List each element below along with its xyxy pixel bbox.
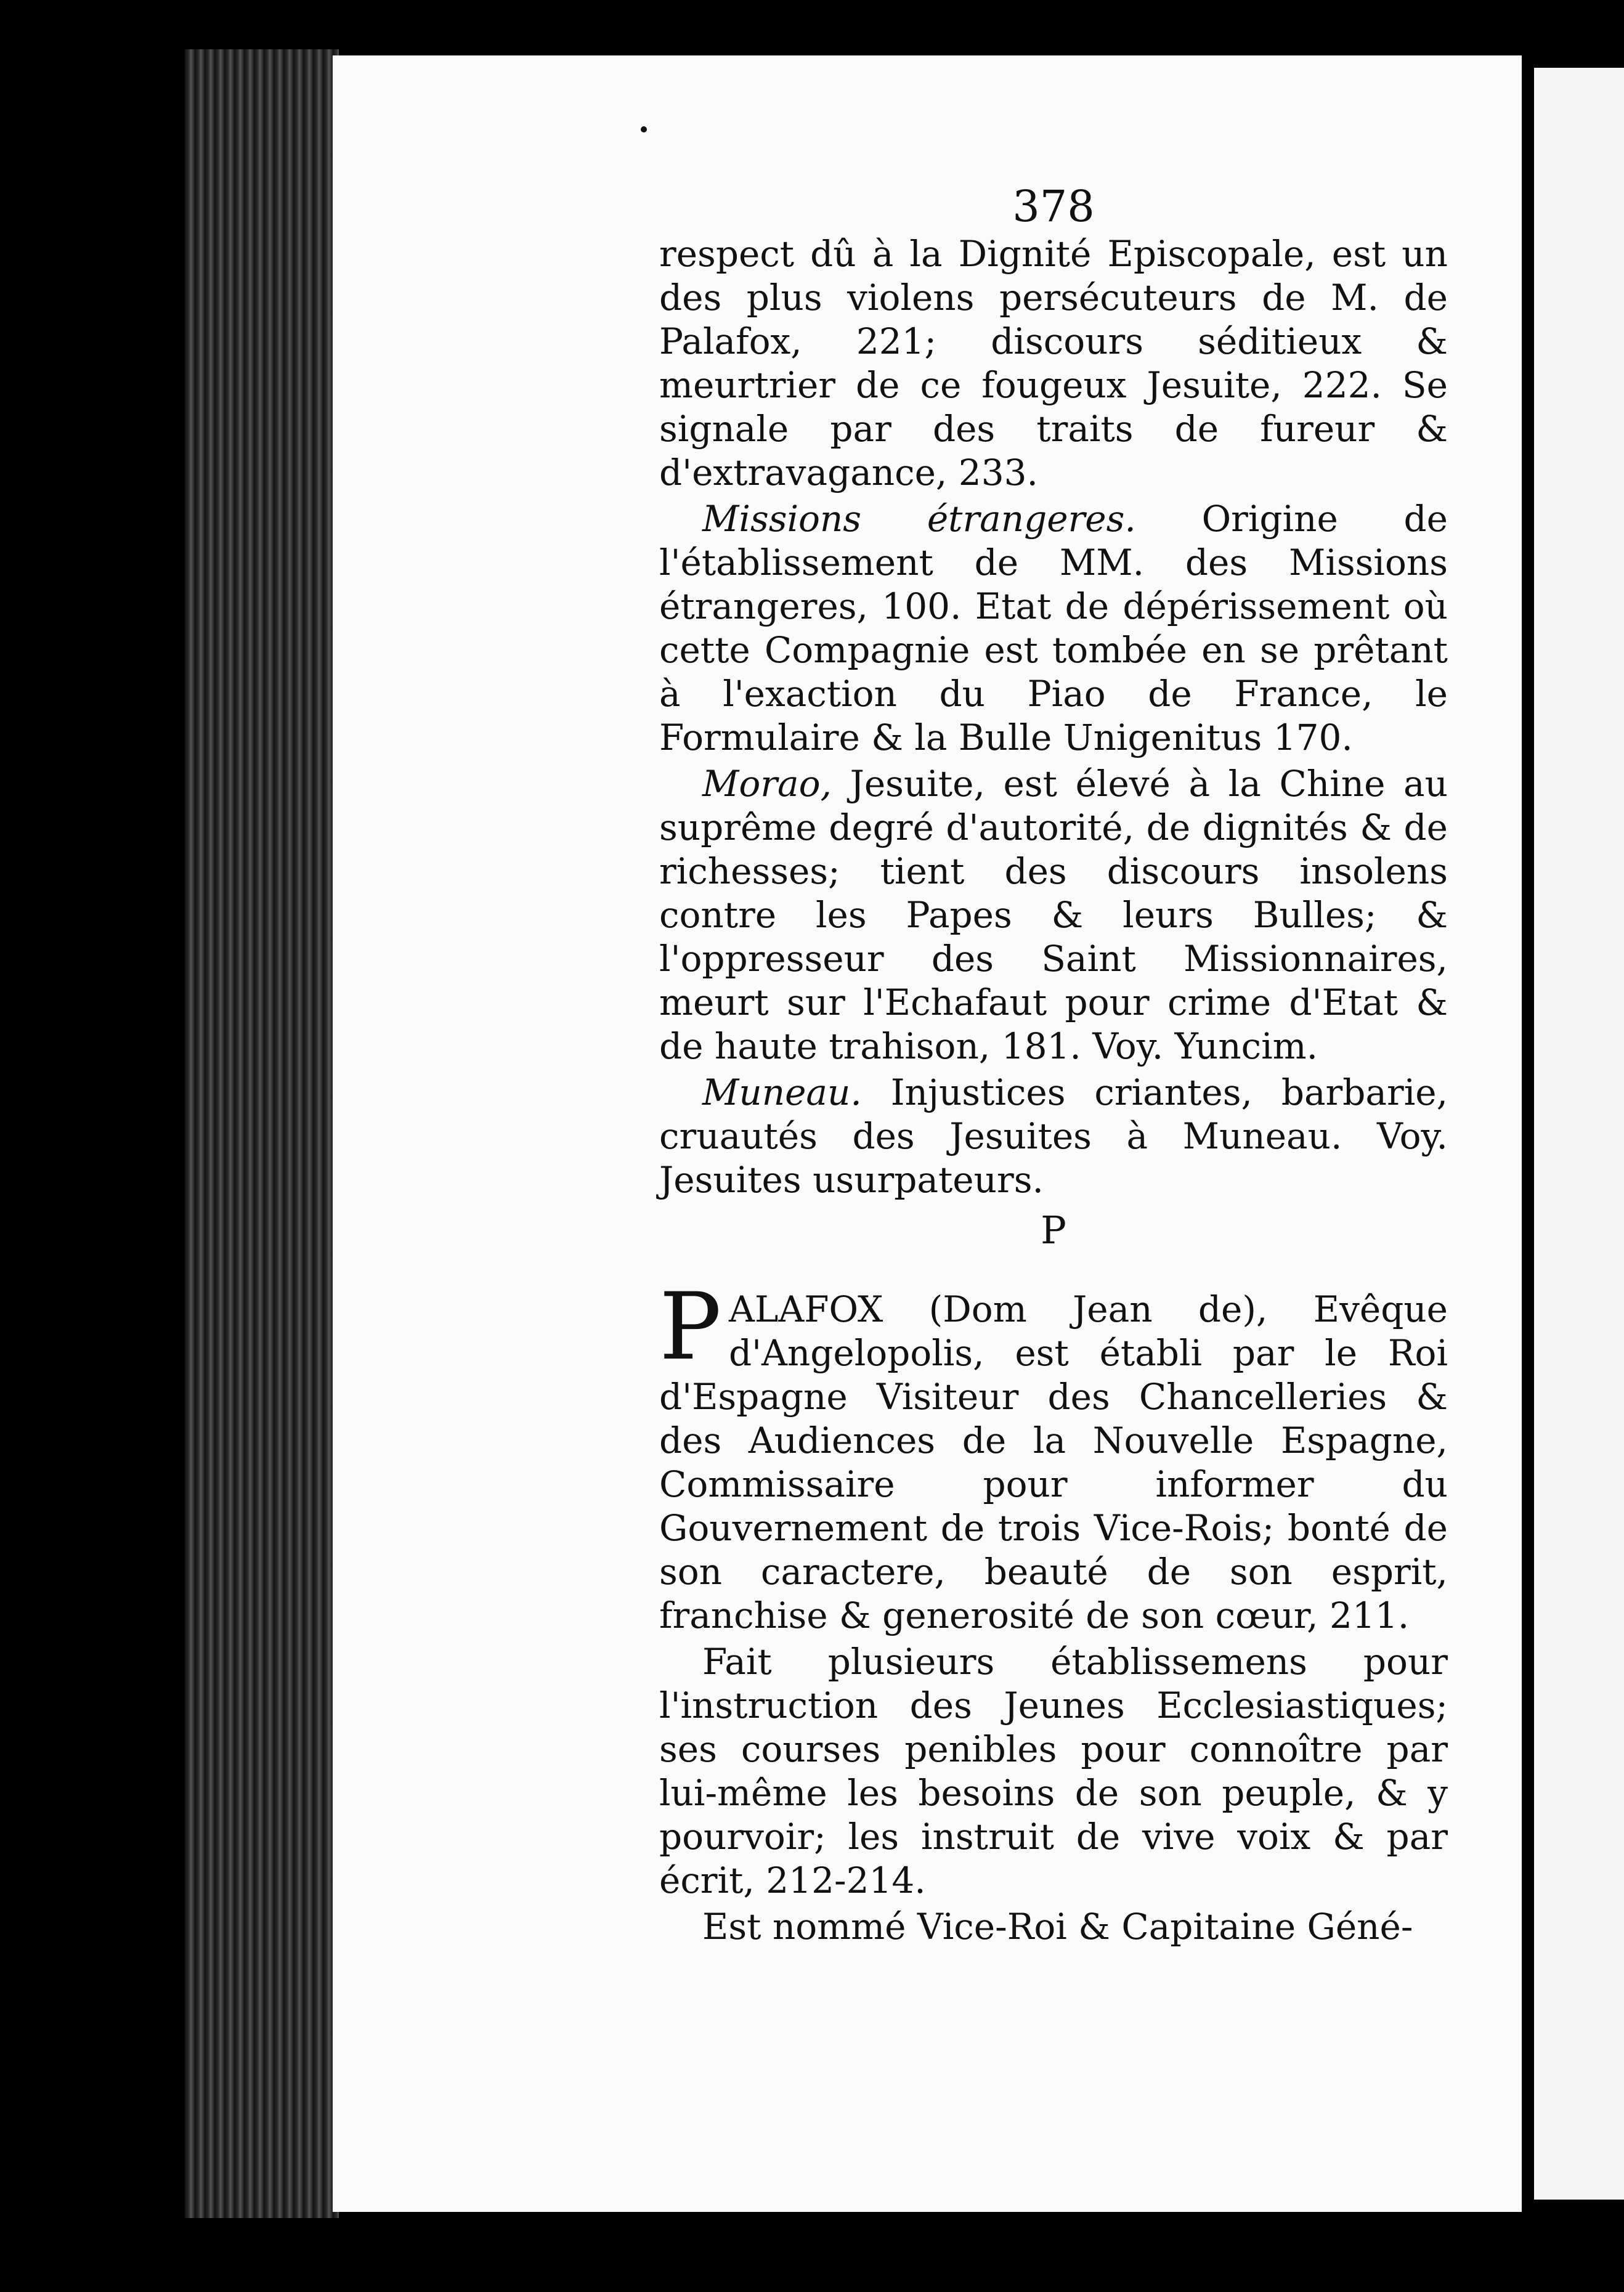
entry-head: Morao,	[702, 763, 832, 805]
index-entry-paragraph	[659, 1905, 1448, 1949]
index-entry-muneau	[659, 1071, 1448, 1202]
entry-head: Missions étrangeres.	[702, 498, 1136, 540]
index-entry-continuation	[659, 232, 1448, 495]
drop-cap: P	[659, 1274, 721, 1381]
index-entry-paragraph	[659, 1640, 1448, 1903]
index-entry-morao	[659, 762, 1448, 1068]
book-binding-edge	[185, 49, 339, 2218]
entry-text: Jesuite, est élevé à la Chine au suprême degré d'autorité, de dignités & de richesses; tient des discours insolens contre les Papes & leurs Bulles; & l'oppresseur des Saint Missionnaires, meurt sur l'Echafaut pour crime d'Etat & de haute trahison, 181. Voy. Yuncim.	[659, 763, 1448, 1067]
entry-head: Muneau.	[702, 1071, 862, 1113]
index-entry-palafox	[659, 1274, 1448, 1638]
entry-text: Injustices criantes, barbarie, cruautés des Jesuites à Muneau. Voy. Jesuites usurpateurs.	[659, 1071, 1448, 1201]
facing-page-edge	[1534, 68, 1624, 2200]
index-entry-missions	[659, 497, 1448, 760]
entry-text: Fait plusieurs établissemens pour l'instruction des Jeunes Ecclesiastiques; ses courses penibles pour connoître par lui-même les besoins de son peuple, & y pourvoir; les instruit de vive voix & par écrit, 212-214.	[659, 1641, 1448, 1901]
page-text-block	[659, 181, 1448, 1951]
entry-text: Est nommé Vice-Roi & Capitaine Géné-	[702, 1906, 1413, 1948]
page-number: 378	[1012, 181, 1095, 232]
ink-speck	[641, 126, 647, 132]
entry-text: respect dû à la Dignité Episcopale, est un des plus violens persécuteurs de M. de Palafox, 221; discours séditieux & meurtrier de ce fougeux Jesuite, 222. Se signale par des traits de fureur & d'extravagance, 233.	[659, 233, 1448, 494]
section-letter-heading: P	[1041, 1208, 1066, 1253]
entry-text: Origine de l'établissement de MM. des Missions étrangeres, 100. Etat de dépérissement où cette Compagnie est tombée en se prêtant à l'exaction du Piao de France, le Formulaire & la Bulle Unigenitus 170.	[659, 498, 1448, 758]
entry-text: ALAFOX (Dom Jean de), Evêque d'Angelopolis, est établi par le Roi d'Espagne Visiteur des Chancelleries & des Audiences de la Nouvelle Espagne, Commissaire pour informer du Gouvernement de trois Vice-Rois; bonté de son caractere, beauté de son esprit, franchise & generosité de son cœur, 211.	[659, 1288, 1448, 1636]
